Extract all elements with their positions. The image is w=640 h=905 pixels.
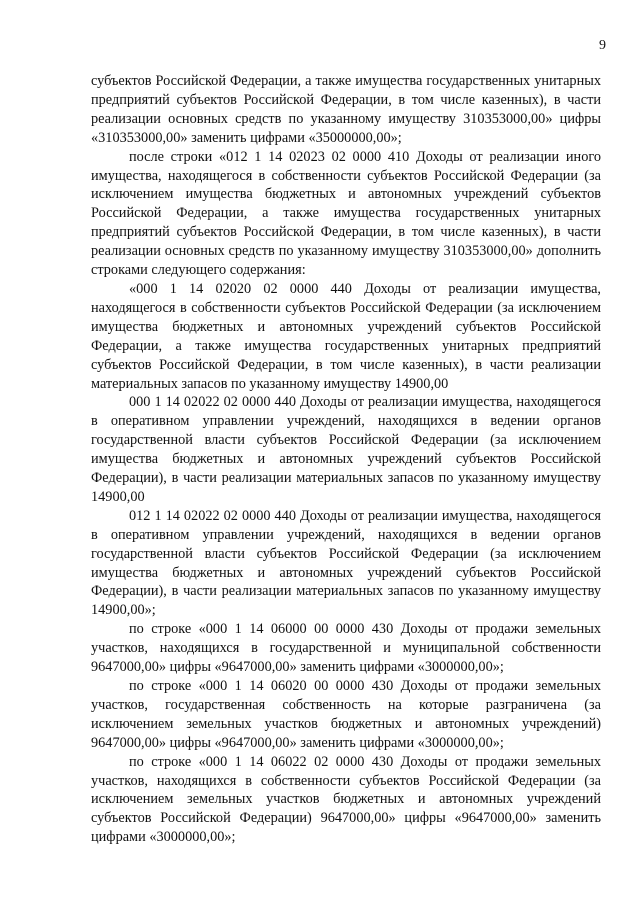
paragraph-line-06000: по строке «000 1 14 06000 00 0000 430 Доходы от продажи земельных участков, находящихся в государственной и муниципальной собственности 9647000,00» цифры «9647000,00» заменить цифрами «3000000,00»; — [91, 621, 601, 676]
paragraph-insert-after-line: после строки «012 1 14 02023 02 0000 410 Доходы от реализации иного имущества, находящегося в собственности субъектов Российской Федерации (за исключением имущества бюджетных и автономных учреждений субъектов Российской Федерации, а также имущества государственных унитарных предприятий субъектов Российской Федерации, в том числе казенных), в части реализации основных средств по указанному имуществу 310353000,00» дополнить строками следующего содержания: — [91, 148, 601, 279]
paragraph-line-06020: по строке «000 1 14 06020 00 0000 430 Доходы от продажи земельных участков, государственная собственность на которые разграничена (за исключением земельных участков бюджетных и автономных учреждений) 9647000,00» цифры «9647000,00» заменить цифрами «3000000,00»; — [91, 678, 601, 751]
paragraph-new-line-012-02022: 012 1 14 02022 02 0000 440 Доходы от реализации имущества, находящегося в оперативном управлении учреждений, находящихся в ведении органов государственной власти субъектов Российской Федерации (за исключением имущества бюджетных и автономных учреждений субъектов Российской Федерации), в части реализации материальных запасов по указанному имуществу 14900,00»; — [91, 507, 601, 619]
paragraph-line-06022: по строке «000 1 14 06022 02 0000 430 Доходы от продажи земельных участков, находящихся в собственности субъектов Российской Федерации (за исключением земельных участков бюджетных и автономных учреждений субъектов Российской Федерации) 9647000,00» цифры «9647000,00» заменить цифрами «3000000,00»; — [91, 753, 601, 846]
paragraph-new-line-000-02020: «000 1 14 02020 02 0000 440 Доходы от реализации имущества, находящегося в собственности субъектов Российской Федерации (за исключением имущества бюджетных и автономных учреждений субъектов Российской Федерации, а также имущества государственных унитарных предприятий субъектов Российской Федерации, в том числе казенных), в части реализации материальных запасов по указанному имуществу 14900,00 — [91, 280, 601, 392]
paragraph-continuation: субъектов Российской Федерации, а также имущества государственных унитарных предприятий субъектов Российской Федерации, в том числе казенных), в части реализации основных средств по указанному имуществу 310353000,00» цифры «310353000,00» заменить цифрами «35000000,00»; — [91, 73, 601, 146]
document-body — [91, 72, 601, 847]
page-number: 9 — [599, 38, 606, 53]
paragraph-new-line-000-02022: 000 1 14 02022 02 0000 440 Доходы от реализации имущества, находящегося в оперативном управлении учреждений, находящихся в ведении органов государственной власти субъектов Российской Федерации (за исключением имущества бюджетных и автономных учреждений субъектов Российской Федерации), в части реализации материальных запасов по указанному имуществу 14900,00 — [91, 394, 601, 505]
